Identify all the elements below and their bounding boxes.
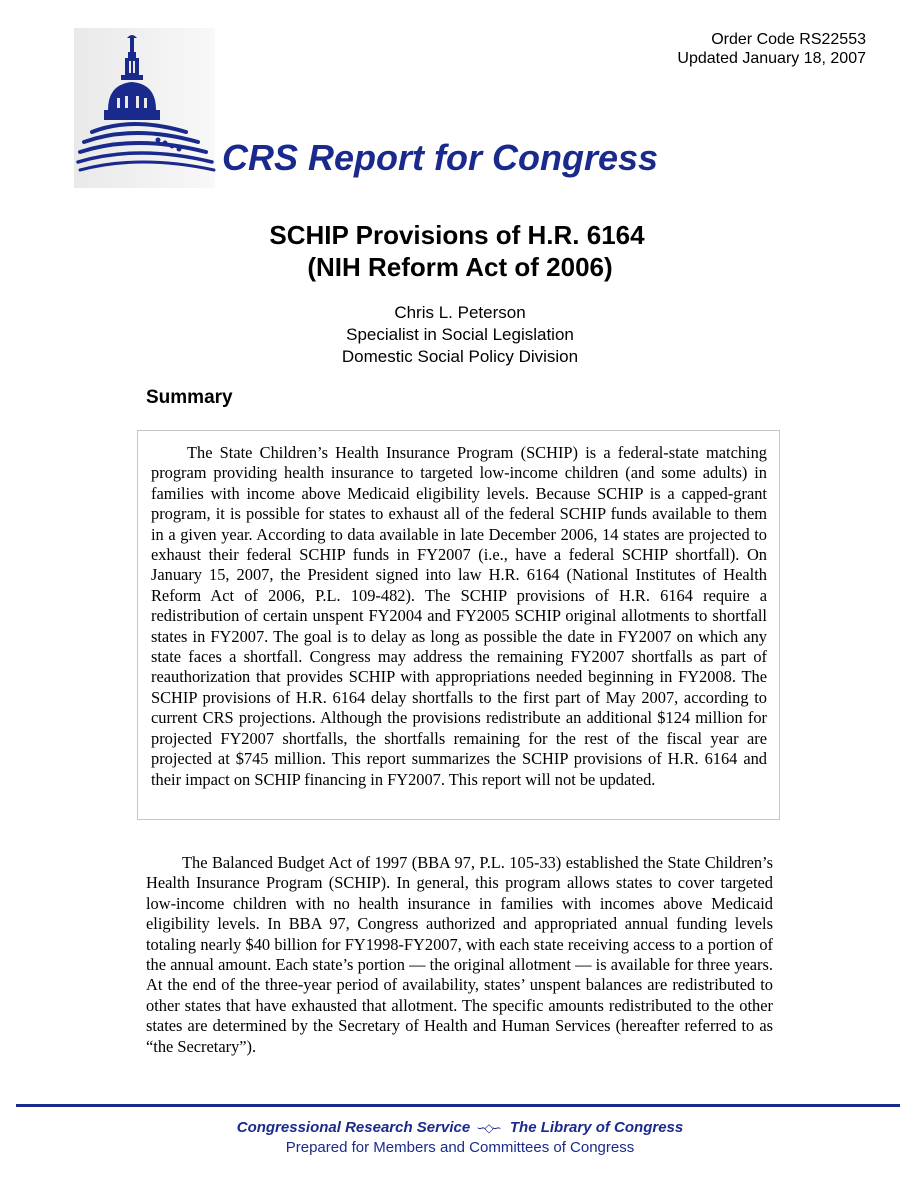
- footer-divider: [16, 1104, 900, 1107]
- footer-attribution: [0, 1119, 920, 1136]
- updated-date: Updated January 18, 2007: [677, 50, 866, 67]
- footer-tagline: Prepared for Members and Committees of Congress: [285, 1139, 635, 1156]
- report-series-title: CRS Report for Congress: [222, 137, 659, 178]
- author-name: Chris L. Peterson: [394, 303, 526, 322]
- footer-library: The Library of Congress: [509, 1119, 684, 1136]
- title-line-1: SCHIP Provisions of H.R. 6164: [269, 220, 645, 250]
- document-title: [0, 219, 920, 283]
- ornament-icon: ∽◇∽: [476, 1121, 500, 1135]
- author-position: Specialist in Social Legislation: [346, 325, 574, 344]
- summary-text: The State Children’s Health Insurance Program (SCHIP) is a federal-state matching program providing health insurance to targeted low-income children (and some adults) in families with income above Medicaid eligibility levels. Because SCHIP is a capped-grant program, it is possible for states to exhaust all of the federal SCHIP funds available to them in a given year. According to data available in late December 2006, 14 states are projected to exhaust their federal SCHIP funds in FY2007 (i.e., have a federal SCHIP shortfall). On January 15, 2007, the President signed into law H.R. 6164 (National Institutes of Health Reform Act of 2006, P.L. 109-482). The SCHIP provisions of H.R. 6164 require a redistribution of certain unspent FY2004 and FY2005 SCHIP original allotments to shortfall states in FY2007. The goal is to delay as long as possible the date in FY2007 on which any state faces a shortfall. Congress may address the remaining FY2007 shortfalls as part of reauthorization that provides SCHIP with appropriations needed beginning in FY2008. The SCHIP provisions of H.R. 6164 delay shortfalls to the first part of May 2007, according to current CRS projections. Although the provisions redistribute an additional $124 million for projected FY2007 shortfalls, the shortfalls remaining for the rest of the fiscal year are projected at $745 million. This report summarizes the SCHIP provisions of H.R. 6164 and their impact on SCHIP financing in FY2007. This report will not be updated.: [151, 443, 767, 789]
- summary-box: [137, 430, 780, 820]
- footer-org: Congressional Research Service: [236, 1119, 471, 1136]
- body-paragraph: The Balanced Budget Act of 1997 (BBA 97, P.L. 105-33) established the State Children’s Health Insurance Program (SCHIP). In general, this program allows states to cover targeted low-income children with no health insurance in families with incomes above Medicaid eligibility levels. In BBA 97, Congress authorized and appropriated annual funding levels totaling nearly $40 billion for FY1998-FY2007, with each state receiving access to a portion of the annual amount. Each state’s portion — the original allotment — is available for three years. At the end of the three-year period of availability, states’ unspent balances are redistributed to other states that have exhausted that allotment. The specific amounts redistributed to the other states are determined by the Secretary of Health and Human Services (hereafter referred to as “the Secretary”).: [146, 853, 773, 1056]
- author-block: [0, 302, 920, 368]
- author-division: Domestic Social Policy Division: [341, 347, 579, 366]
- capitol-dome-icon: [74, 28, 219, 188]
- title-line-2: (NIH Reform Act of 2006): [307, 252, 613, 282]
- summary-heading: Summary: [146, 387, 233, 408]
- order-code: Order Code RS22553: [711, 31, 866, 48]
- order-code-block: [677, 30, 866, 68]
